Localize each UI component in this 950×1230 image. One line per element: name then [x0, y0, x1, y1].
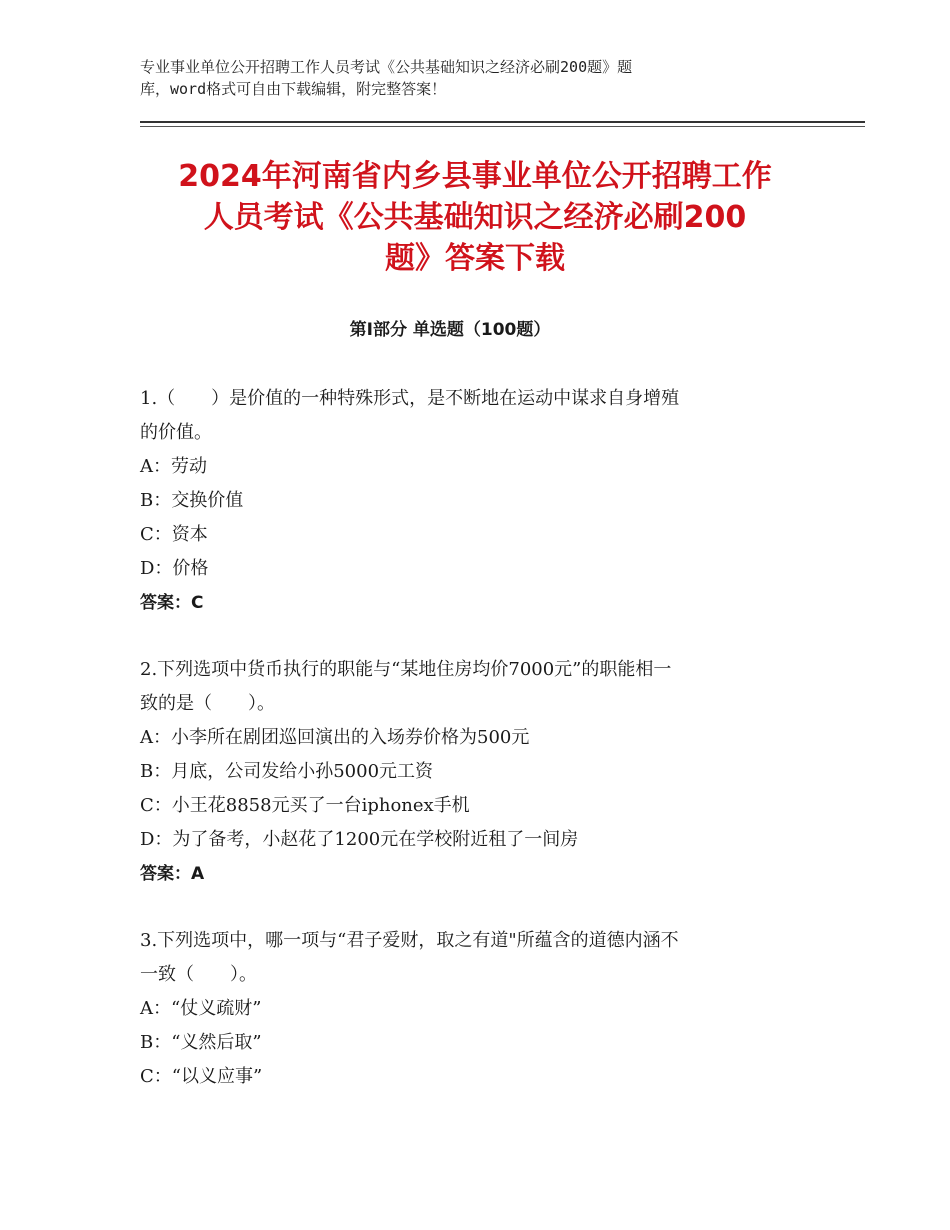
option-b: B：交换价值 [140, 490, 244, 511]
option-a: A：小李所在剧团巡回演出的入场券价格为500元 [140, 727, 530, 748]
answer: 答案：A [140, 864, 205, 884]
question-stem-line: 3.下列选项中，哪一项与“君子爱财，取之有道"所蕴含的道德内涵不 [140, 930, 679, 951]
header-note-line: 库，word格式可自由下载编辑，附完整答案！ [140, 80, 447, 98]
question-stem [140, 653, 820, 721]
option-b: B：“义然后取” [140, 1032, 262, 1053]
title-line: 人员考试《公共基础知识之经济必刷200 [203, 200, 747, 235]
option-c: C：小王花8858元买了一台iphonex手机 [140, 795, 470, 816]
question-stem-line: 的价值。 [140, 422, 212, 443]
question-stem-line: 一致（ ）。 [140, 964, 257, 985]
question-stem [140, 382, 820, 450]
header-divider-thin [140, 126, 865, 127]
question-stem-line: 1.（ ）是价值的一种特殊形式，是不断地在运动中谋求自身增殖 [140, 388, 680, 409]
question-2 [140, 653, 820, 891]
header-note [140, 56, 780, 100]
option-c: C：“以义应事” [140, 1066, 263, 1087]
title-line: 题》答案下载 [385, 241, 565, 276]
document-title [120, 156, 830, 279]
title-line: 2024年河南省内乡县事业单位公开招聘工作 [178, 159, 772, 194]
answer: 答案：C [140, 593, 204, 613]
header-note-line: 专业事业单位公开招聘工作人员考试《公共基础知识之经济必刷200题》题 [140, 58, 633, 76]
question-stem [140, 924, 820, 992]
question-3 [140, 924, 820, 1094]
option-a: A：“仗义疏财” [140, 998, 262, 1019]
option-d: D：为了备考，小赵花了1200元在学校附近租了一间房 [140, 829, 579, 850]
option-b: B：月底，公司发给小孙5000元工资 [140, 761, 434, 782]
option-d: D：价格 [140, 558, 209, 579]
header-divider-thick [140, 121, 865, 123]
question-1 [140, 382, 820, 620]
option-c: C：资本 [140, 524, 208, 545]
option-a: A：劳动 [140, 456, 207, 477]
question-stem-line: 2.下列选项中货币执行的职能与“某地住房均价7000元”的职能相一 [140, 659, 672, 680]
question-stem-line: 致的是（ ）。 [140, 693, 275, 714]
section-heading: 第Ⅰ部分 单选题（100题） [349, 320, 551, 340]
question-list [140, 382, 820, 1127]
